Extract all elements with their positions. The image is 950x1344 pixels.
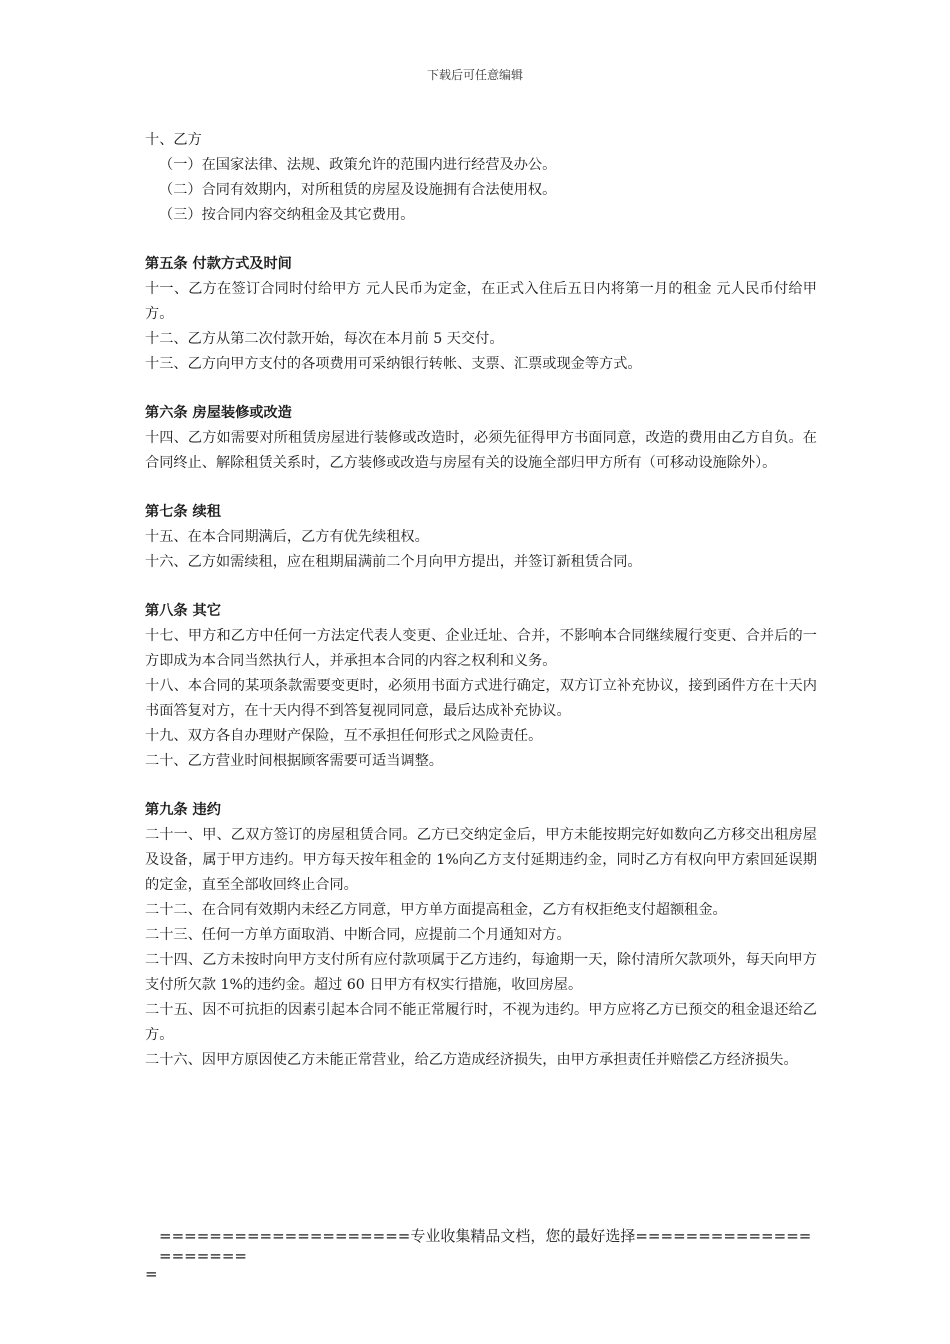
clause-paragraph: 二十六、因甲方原因使乙方未能正常营业，给乙方造成经济损失，由甲方承担责任并赔偿乙方经济损失。 xyxy=(145,1052,798,1068)
clause-paragraph: 十七、甲方和乙方中任何一方法定代表人变更、企业迁址、合并，不影响本合同继续履行变更、合并后的一方即成为本合同当然执行人，并承担本合同的内容之权利和义务。 xyxy=(145,628,817,669)
clause-paragraph: 十四、乙方如需要对所租赁房屋进行装修或改造时，必须先征得甲方书面同意，改造的费用由乙方自负。在合同终止、解除租赁关系时，乙方装修或改造与房屋有关的设施全部归甲方所有（可移动设施除外）。 xyxy=(145,430,817,471)
intro-title: 十、乙方 xyxy=(145,132,202,148)
intro-item: （一）在国家法律、法规、政策允许的范围内进行经营及办公。 xyxy=(159,157,557,173)
section-renovation xyxy=(145,401,817,476)
clause-paragraph: 十一、乙方在签订合同时付给甲方 元人民币为定金，在正式入住后五日内将第一月的租金 元人民币付给甲方。 xyxy=(145,281,817,322)
section-renewal xyxy=(145,500,817,575)
intro-item: （二）合同有效期内，对所租赁的房屋及设施拥有合法使用权。 xyxy=(159,182,557,198)
section-heading: 第九条 违约 xyxy=(145,802,221,818)
header-note: 下载后可任意编辑 xyxy=(426,68,523,82)
clause-paragraph: 二十四、乙方未按时向甲方支付所有应付款项属于乙方违约，每逾期一天，除付清所欠款项外，每天向甲方支付所欠款 1%的违约金。超过 60 日甲方有权实行措施，收回房屋。 xyxy=(145,952,817,993)
clause-paragraph: 二十、乙方营业时间根据顾客需要可适当调整。 xyxy=(145,753,443,769)
section-heading: 第八条 其它 xyxy=(145,603,221,619)
section-payment xyxy=(145,252,817,377)
section-heading: 第六条 房屋装修或改造 xyxy=(145,405,292,421)
clause-paragraph: 十六、乙方如需续租，应在租期届满前二个月向甲方提出，并签订新租赁合同。 xyxy=(145,554,642,570)
clause-paragraph: 二十五、因不可抗拒的因素引起本合同不能正常履行时，不视为违约。甲方应将乙方已预交的租金退还给乙方。 xyxy=(145,1002,817,1043)
intro-item: （三）按合同内容交纳租金及其它费用。 xyxy=(159,207,415,223)
clause-paragraph: 二十三、任何一方单方面取消、中断合同，应提前二个月通知对方。 xyxy=(145,927,571,943)
clause-paragraph: 十八、本合同的某项条款需要变更时，必须用书面方式进行确定，双方订立补充协议，接到函件方在十天内书面答复对方，在十天内得不到答复视同同意，最后达成补充协议。 xyxy=(145,678,817,719)
document-body xyxy=(145,128,817,1073)
footer-line: = xyxy=(145,1265,158,1283)
clause-paragraph: 二十二、在合同有效期内未经乙方同意，甲方单方面提高租金，乙方有权拒绝支付超额租金。 xyxy=(145,902,727,918)
section-heading: 第五条 付款方式及时间 xyxy=(145,256,292,272)
section-other xyxy=(145,599,817,774)
intro-block xyxy=(145,128,817,228)
footer-line: ====================专业收集精品文档，您的最好选择===================== xyxy=(159,1227,812,1265)
footer-banner xyxy=(145,1226,815,1284)
clause-paragraph: 十二、乙方从第二次付款开始，每次在本月前 5 天交付。 xyxy=(145,331,504,347)
section-breach xyxy=(145,798,817,1073)
clause-paragraph: 二十一、甲、乙双方签订的房屋租赁合同。乙方已交纳定金后，甲方未能按期完好如数向乙方移交出租房屋及设备，属于甲方违约。甲方每天按年租金的 1%向乙方支付延期违约金，同时乙方有权向甲方索回延误期的定金，直至全部收回终止合同。 xyxy=(145,827,817,893)
clause-paragraph: 十九、双方各自办理财产保险，互不承担任何形式之风险责任。 xyxy=(145,728,543,744)
section-heading: 第七条 续租 xyxy=(145,504,221,520)
clause-paragraph: 十五、在本合同期满后，乙方有优先续租权。 xyxy=(145,529,429,545)
clause-paragraph: 十三、乙方向甲方支付的各项费用可采纳银行转帐、支票、汇票或现金等方式。 xyxy=(145,356,642,372)
